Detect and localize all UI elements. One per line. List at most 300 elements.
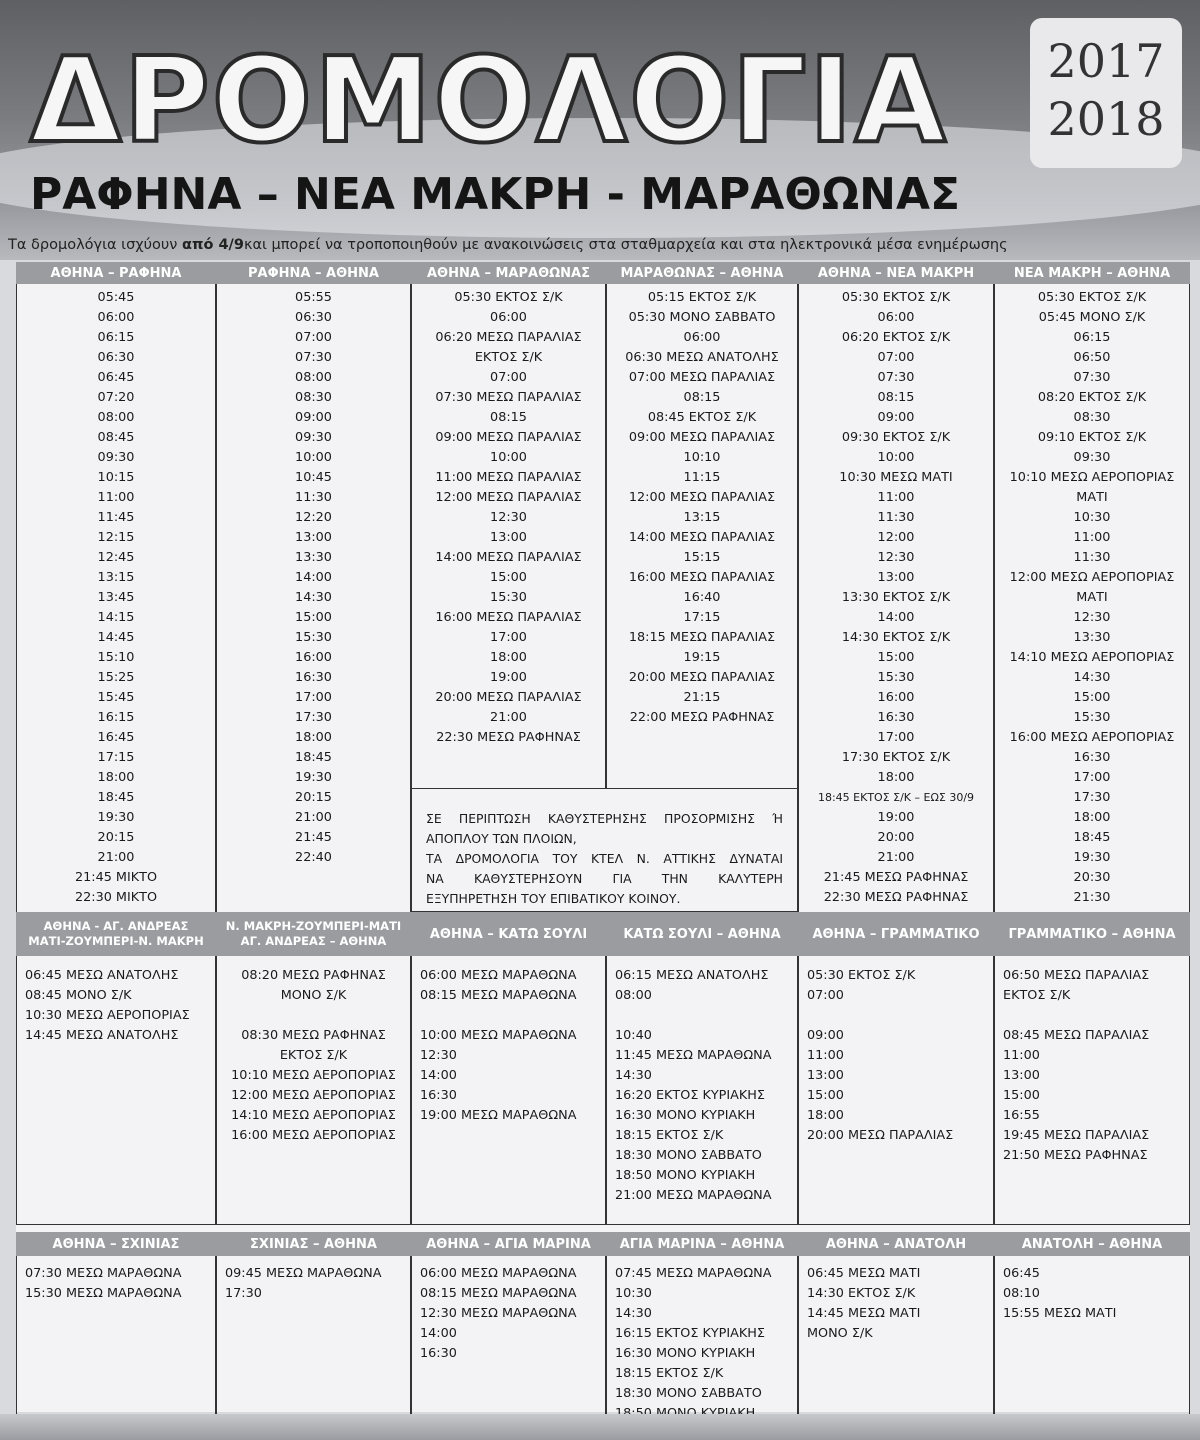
- column-header: [411, 1232, 606, 1256]
- departure-time: 11:30: [877, 510, 915, 525]
- departure-time: 10:00 ΜΕΣΩ ΜΑΡΑΘΩΝΑ: [420, 1028, 577, 1043]
- column-header-line: ΜΑΡΑΘΩΝΑΣ – ΑΘΗΝΑ: [620, 265, 784, 281]
- departure-time: 08:15: [877, 390, 915, 405]
- schedule-column: [411, 956, 606, 1224]
- column-header: [798, 262, 994, 284]
- departure-time: 08:30: [295, 390, 332, 405]
- departure-time: 08:20 ΕΚΤΟΣ Σ/Κ: [1037, 390, 1147, 405]
- departure-time: 06:50: [1073, 350, 1111, 365]
- column-header-line: ΑΘΗΝΑ – ΚΑΤΩ ΣΟΥΛΙ: [429, 926, 588, 942]
- departure-time: 08:45 ΜΟΝΟ Σ/Κ: [25, 988, 132, 1003]
- departure-time: 06:00: [683, 330, 721, 345]
- departure-time: 07:00 ΜΕΣΩ ΠΑΡΑΛΙΑΣ: [628, 370, 776, 385]
- departure-time: 13:00: [295, 530, 332, 545]
- column-header: [606, 1232, 798, 1256]
- departure-time: 16:00 ΜΕΣΩ ΠΑΡΑΛΙΑΣ: [435, 610, 582, 625]
- departure-time: 14:45 ΜΕΣΩ ΜΑΤΙ: [807, 1306, 921, 1321]
- column-header-line: ΑΘΗΝΑ – ΑΓΙΑ ΜΑΡΙΝΑ: [426, 1236, 591, 1252]
- departure-time: 14:30: [295, 590, 332, 605]
- departure-time: 06:45: [1003, 1266, 1040, 1281]
- departure-time: 16:15 ΕΚΤΟΣ ΚΥΡΙΑΚΗΣ: [615, 1326, 766, 1341]
- departure-list: [607, 288, 797, 728]
- departure-list: [17, 1264, 215, 1304]
- departure-time: 19:15: [683, 650, 721, 665]
- header-banner: [0, 0, 1200, 260]
- column-header-line: Ν. ΜΑΚΡΗ-ΖΟΥΜΠΕΡΙ-ΜΑΤΙ: [225, 919, 402, 933]
- departure-time: 16:30: [877, 710, 915, 725]
- departure-time: 15:30: [1073, 710, 1111, 725]
- departure-time: 07:30 ΜΕΣΩ ΠΑΡΑΛΙΑΣ: [435, 390, 582, 405]
- departure-time: 05:15 ΕΚΤΟΣ Σ/Κ: [647, 290, 757, 305]
- departure-time: 12:30: [490, 510, 527, 525]
- departure-time: 19:30: [97, 810, 135, 825]
- departure-time: 17:00: [490, 630, 527, 645]
- departure-time: [799, 1006, 993, 1026]
- departure-time: 05:45: [97, 290, 135, 305]
- column-header-line: ΜΑΤΙ-ΖΟΥΜΠΕΡΙ-Ν. ΜΑΚΡΗ: [28, 934, 204, 948]
- departure-time: 06:00: [97, 310, 135, 325]
- departure-time: 17:30 ΕΚΤΟΣ Σ/Κ: [841, 750, 951, 765]
- departure-time: 18:00: [807, 1108, 844, 1123]
- departure-time: 05:30 ΕΚΤΟΣ Σ/Κ: [807, 968, 916, 983]
- column-header-line: ΡΑΦΗΝΑ – ΑΘΗΝΑ: [248, 265, 379, 281]
- column-header-line: ΑΘΗΝΑ – ΜΑΡΑΘΩΝΑΣ: [427, 265, 590, 281]
- departure-time: 06:30: [295, 310, 332, 325]
- departure-time: 19:45 ΜΕΣΩ ΠΑΡΑΛΙΑΣ: [1003, 1128, 1150, 1143]
- departure-time: 16:30 ΜΟΝΟ ΚΥΡΙΑΚΗ: [615, 1108, 756, 1123]
- column-header: [994, 262, 1190, 284]
- departure-time: 12:00 ΜΕΣΩ ΠΑΡΑΛΙΑΣ: [628, 490, 776, 505]
- departure-time: 07:20: [97, 390, 135, 405]
- departure-time: 15:00: [490, 570, 527, 585]
- departure-list: [17, 966, 215, 1046]
- column-header: [798, 1232, 994, 1256]
- departure-time: 11:45 ΜΕΣΩ ΜΑΡΑΘΩΝΑ: [615, 1048, 772, 1063]
- departure-time: 08:15: [683, 390, 721, 405]
- departure-time: 07:00: [807, 988, 844, 1003]
- departure-time: 14:00: [295, 570, 332, 585]
- departure-time: 09:00 ΜΕΣΩ ΠΑΡΑΛΙΑΣ: [628, 430, 776, 445]
- column-header-line: ΑΘΗΝΑ – ΓΡΑΜΜΑΤΙΚΟ: [812, 926, 980, 942]
- departure-time: 08:30: [1073, 410, 1111, 425]
- column-header: [16, 1232, 216, 1256]
- delay-notice-line: ΣΕ ΠΕΡΙΠΤΩΣΗ ΚΑΘΥΣΤΕΡΗΣΗΣ ΠΡΟΣΟΡΜΙΣΗΣ Ή: [426, 811, 783, 826]
- departure-time: 22:30 ΜΕΣΩ ΡΑΦΗΝΑΣ: [436, 730, 581, 745]
- departure-time: 21:00: [877, 850, 915, 865]
- departure-time: 07:30: [1073, 370, 1111, 385]
- departure-time: ΜΑΤΙ: [1076, 490, 1108, 505]
- departure-time: 16:15: [97, 710, 135, 725]
- departure-time: 16:00 ΜΕΣΩ ΠΑΡΑΛΙΑΣ: [628, 570, 776, 585]
- column-header-line: ΣΧΙΝΙΑΣ – ΑΘΗΝΑ: [250, 1236, 377, 1252]
- departure-time: 12:30: [877, 550, 915, 565]
- departure-time: 11:30: [295, 490, 332, 505]
- departure-list: [607, 1264, 797, 1424]
- departure-time: 20:15: [97, 830, 135, 845]
- departure-time: 14:30 ΕΚΤΟΣ Σ/Κ: [807, 1286, 916, 1301]
- departure-time: 21:00 ΜΕΣΩ ΜΑΡΑΘΩΝΑ: [615, 1188, 772, 1203]
- departure-time: 11:45: [97, 510, 135, 525]
- departure-list: [217, 1264, 410, 1304]
- departure-time: 11:15: [683, 470, 721, 485]
- departure-time: 10:10: [683, 450, 721, 465]
- departure-time: 14:00 ΜΕΣΩ ΠΑΡΑΛΙΑΣ: [435, 550, 582, 565]
- departure-time: 13:00: [490, 530, 527, 545]
- departure-time: 20:00 ΜΕΣΩ ΠΑΡΑΛΙΑΣ: [435, 690, 582, 705]
- departure-time: 16:00 ΜΕΣΩ ΑΕΡΟΠΟΡΙΑΣ: [1009, 730, 1175, 745]
- departure-time: 12:00 ΜΕΣΩ ΑΕΡΟΠΟΡΙΑΣ: [1009, 570, 1175, 585]
- departure-list: [412, 966, 605, 1126]
- delay-notice-line: ΝΑ ΚΑΘΥΣΤΕΡΗΣΟΥΝ ΓΙΑ ΤΗΝ ΚΑΛΥΤΕΡΗ: [426, 871, 783, 886]
- schedule-column: [16, 956, 216, 1224]
- departure-time: 15:45: [97, 690, 135, 705]
- departure-time: 09:30: [97, 450, 135, 465]
- departure-time: 15:30 ΜΕΣΩ ΜΑΡΑΘΩΝΑ: [25, 1286, 182, 1301]
- departure-time: 10:30: [615, 1286, 652, 1301]
- departure-time: 12:45: [97, 550, 135, 565]
- departure-time: 15:30: [295, 630, 332, 645]
- departure-list: [412, 1264, 605, 1364]
- schedule-column: [216, 1256, 411, 1432]
- departure-time: 12:15: [97, 530, 135, 545]
- departure-time: 11:00: [1073, 530, 1111, 545]
- departure-time: 21:00: [295, 810, 332, 825]
- departure-time: 17:30: [295, 710, 332, 725]
- column-header: [216, 262, 411, 284]
- departure-list: [217, 966, 410, 1146]
- schedule-column: [798, 1256, 994, 1432]
- departure-time: 17:30: [225, 1286, 262, 1301]
- departure-time: 09:45 ΜΕΣΩ ΜΑΡΑΘΩΝΑ: [225, 1266, 382, 1281]
- departure-time: 08:15 ΜΕΣΩ ΜΑΡΑΘΩΝΑ: [420, 988, 577, 1003]
- schedule-column: [16, 1256, 216, 1432]
- delay-notice-box: [411, 788, 798, 912]
- departure-time: 05:30 ΕΚΤΟΣ Σ/Κ: [454, 290, 563, 305]
- departure-time: 14:45: [97, 630, 135, 645]
- column-header: [216, 1232, 411, 1256]
- departure-time: [412, 1006, 605, 1026]
- departure-time: 19:00: [490, 670, 527, 685]
- departure-time: 06:30 ΜΕΣΩ ΑΝΑΤΟΛΗΣ: [625, 350, 779, 365]
- departure-time: 06:20 ΜΕΣΩ ΠΑΡΑΛΙΑΣ: [435, 330, 582, 345]
- departure-time: ΜΟΝΟ Σ/Κ: [280, 988, 347, 1003]
- notice-text-pre: Τα δρομολόγια ισχύουν: [8, 237, 183, 253]
- departure-time: 10:00: [877, 450, 915, 465]
- departure-time: 21:45 ΜΕΣΩ ΡΑΦΗΝΑΣ: [823, 870, 969, 885]
- departure-time: 22:40: [295, 850, 332, 865]
- departure-time: 17:00: [295, 690, 332, 705]
- departure-time: 13:00: [1003, 1068, 1040, 1083]
- timetable-grid: [16, 262, 1190, 1412]
- departure-time: 05:30 ΜΟΝΟ ΣΑΒΒΑΤΟ: [628, 310, 776, 325]
- column-header: [994, 1232, 1190, 1256]
- departure-time: ΜΟΝΟ Σ/Κ: [807, 1326, 873, 1341]
- departure-time: 06:00: [877, 310, 915, 325]
- departure-time: 11:00: [877, 490, 915, 505]
- departure-time: 08:30 ΜΕΣΩ ΡΑΦΗΝΑΣ: [241, 1028, 386, 1043]
- departure-time: 11:00: [97, 490, 135, 505]
- delay-notice-line: ΤΑ ΔΡΟΜΟΛΟΓΙΑ ΤΟΥ ΚΤΕΛ Ν. ΑΤΤΙΚΗΣ ΔΥΝΑΤΑΙ: [426, 851, 783, 866]
- departure-time: 15:15: [683, 550, 721, 565]
- departure-time: 21:00: [97, 850, 135, 865]
- departure-time: 21:30: [1073, 890, 1111, 905]
- departure-time: 16:00: [295, 650, 332, 665]
- departure-time: 06:15: [97, 330, 135, 345]
- departure-time: 15:55 ΜΕΣΩ ΜΑΤΙ: [1003, 1306, 1117, 1321]
- departure-time: 09:30 ΕΚΤΟΣ Σ/Κ: [841, 430, 951, 445]
- departure-time: 06:15 ΜΕΣΩ ΑΝΑΤΟΛΗΣ: [615, 968, 769, 983]
- departure-time: 10:30 ΜΕΣΩ ΜΑΤΙ: [839, 470, 953, 485]
- departure-list: [995, 966, 1189, 1166]
- notice-text-post: και μπορεί να τροποποιηθούν με ανακοινώσεις στα σταθμαρχεία και στα ηλεκτρονικά μέσα ενημέρωσης: [243, 237, 1008, 253]
- departure-list: [17, 288, 215, 908]
- departure-time: 18:00: [295, 730, 332, 745]
- departure-time: 05:30 ΕΚΤΟΣ Σ/Κ: [1037, 290, 1147, 305]
- departure-time: 18:50 ΜΟΝΟ ΚΥΡΙΑΚΗ: [615, 1168, 756, 1183]
- page-title: ΔΡΟΜΟΛΟΓΙΑ: [30, 31, 948, 169]
- column-header: [606, 262, 798, 284]
- column-header-line: ΝΕΑ ΜΑΚΡΗ – ΑΘΗΝΑ: [1013, 265, 1171, 281]
- column-header: [606, 912, 798, 956]
- departure-time: 19:00: [877, 810, 915, 825]
- departure-time: 17:30: [1073, 790, 1111, 805]
- departure-time: 12:20: [295, 510, 332, 525]
- departure-time: 22:30 ΜΕΣΩ ΡΑΦΗΝΑΣ: [823, 890, 969, 905]
- departure-time: 06:45 ΜΕΣΩ ΜΑΤΙ: [807, 1266, 921, 1281]
- departure-time: 10:30: [1073, 510, 1111, 525]
- departure-time: 14:10 ΜΕΣΩ ΑΕΡΟΠΟΡΙΑΣ: [1009, 650, 1175, 665]
- departure-time: 06:50 ΜΕΣΩ ΠΑΡΑΛΙΑΣ: [1003, 968, 1150, 983]
- column-header-line: ΓΡΑΜΜΑΤΙΚΟ – ΑΘΗΝΑ: [1008, 926, 1176, 942]
- departure-time: 07:30: [295, 350, 332, 365]
- validity-notice: [8, 232, 1198, 258]
- column-header-line: ΑΓ. ΑΝΔΡΕΑΣ – ΑΘΗΝΑ: [240, 934, 387, 948]
- column-header: [798, 912, 994, 956]
- departure-time: 19:00 ΜΕΣΩ ΜΑΡΑΘΩΝΑ: [420, 1108, 577, 1123]
- schedule-column: [798, 956, 994, 1224]
- departure-time: 16:30: [295, 670, 332, 685]
- departure-time: 15:10: [97, 650, 135, 665]
- departure-time: 09:00: [295, 410, 332, 425]
- departure-time: 08:10: [1003, 1286, 1040, 1301]
- departure-list: [217, 288, 410, 868]
- departure-time: 11:00: [807, 1048, 844, 1063]
- departure-time: 20:00: [877, 830, 915, 845]
- departure-time: 18:00: [1073, 810, 1111, 825]
- departure-time: 15:00: [807, 1088, 844, 1103]
- departure-time: 16:20 ΕΚΤΟΣ ΚΥΡΙΑΚΗΣ: [615, 1088, 766, 1103]
- column-header: [16, 262, 216, 284]
- column-header-line: ΑΝΑΤΟΛΗ – ΑΘΗΝΑ: [1021, 1236, 1163, 1252]
- departure-time: 18:30 ΜΟΝΟ ΣΑΒΒΑΤΟ: [615, 1148, 762, 1163]
- departure-time: 06:45 ΜΕΣΩ ΑΝΑΤΟΛΗΣ: [25, 968, 179, 983]
- schedule-column: [411, 1256, 606, 1432]
- departure-time: 06:45: [97, 370, 135, 385]
- departure-time: 06:00 ΜΕΣΩ ΜΑΡΑΘΩΝΑ: [420, 968, 577, 983]
- departure-time: 09:10 ΕΚΤΟΣ Σ/Κ: [1037, 430, 1147, 445]
- departure-time: 08:15: [490, 410, 527, 425]
- schedule-column: [216, 284, 411, 932]
- departure-time: 15:00: [877, 650, 915, 665]
- departure-time: 13:45: [97, 590, 135, 605]
- departure-time: 11:30: [1073, 550, 1111, 565]
- departure-time: 15:25: [97, 670, 135, 685]
- column-header: [411, 912, 606, 956]
- departure-time: 18:15 ΕΚΤΟΣ Σ/Κ: [615, 1128, 724, 1143]
- departure-time: 10:00: [490, 450, 527, 465]
- departure-time: 13:30: [1073, 630, 1111, 645]
- departure-time: 13:00: [877, 570, 915, 585]
- departure-time: 17:15: [97, 750, 135, 765]
- departure-time: ΕΚΤΟΣ Σ/Κ: [474, 350, 543, 365]
- departure-time: 22:00 ΜΕΣΩ ΡΑΦΗΝΑΣ: [629, 710, 775, 725]
- departure-time: 09:00: [877, 410, 915, 425]
- departure-time: 21:45 ΜΙΚΤΟ: [74, 870, 158, 885]
- departure-time: ΜΑΤΙ: [1076, 590, 1108, 605]
- departure-time: 07:00: [877, 350, 915, 365]
- departure-time: 05:55: [295, 290, 332, 305]
- departure-time: 18:30 ΜΟΝΟ ΣΑΒΒΑΤΟ: [615, 1386, 762, 1401]
- departure-time: 14:45 ΜΕΣΩ ΑΝΑΤΟΛΗΣ: [25, 1028, 179, 1043]
- departure-time: 18:45: [97, 790, 135, 805]
- departure-list: [799, 966, 993, 1146]
- departure-time: 21:50 ΜΕΣΩ ΡΑΦΗΝΑΣ: [1003, 1148, 1148, 1163]
- departure-time: 15:00: [1073, 690, 1111, 705]
- departure-time: 10:40: [615, 1028, 652, 1043]
- departure-time: 06:30: [97, 350, 135, 365]
- departure-time: 19:30: [1073, 850, 1111, 865]
- departure-time: [995, 1006, 1189, 1026]
- departure-time: 12:30: [1073, 610, 1111, 625]
- departure-time: 14:30: [615, 1068, 652, 1083]
- departure-time: 21:15: [683, 690, 721, 705]
- schedule-column: [606, 956, 798, 1224]
- departure-time: 21:45: [295, 830, 332, 845]
- footer-shade: [0, 1414, 1200, 1440]
- departure-time: 09:30: [295, 430, 332, 445]
- schedule-column: [798, 284, 994, 932]
- departure-time: 13:00: [807, 1068, 844, 1083]
- schedule-column: [994, 1256, 1190, 1432]
- departure-time: 06:00: [490, 310, 527, 325]
- departure-time: 12:00 ΜΕΣΩ ΠΑΡΑΛΙΑΣ: [435, 490, 582, 505]
- schedule-column: [606, 1256, 798, 1432]
- schedule-column: [216, 956, 411, 1224]
- departure-time: 07:00: [295, 330, 332, 345]
- departure-time: ΕΚΤΟΣ Σ/Κ: [1003, 988, 1071, 1003]
- column-header-line: ΑΘΗΝΑ – ΡΑΦΗΝΑ: [50, 265, 182, 281]
- departure-time: 22:30 ΜΙΚΤΟ: [74, 890, 158, 905]
- column-header: [216, 912, 411, 956]
- departure-time: 14:15: [97, 610, 135, 625]
- departure-time: 20:30: [1073, 870, 1111, 885]
- departure-time: 10:10 ΜΕΣΩ ΑΕΡΟΠΟΡΙΑΣ: [231, 1068, 396, 1083]
- year-start: 2017: [1047, 34, 1165, 88]
- departure-time: 08:00: [615, 988, 652, 1003]
- departure-time: 06:20 ΕΚΤΟΣ Σ/Κ: [841, 330, 951, 345]
- departure-time: 16:40: [683, 590, 721, 605]
- departure-time: 14:00 ΜΕΣΩ ΠΑΡΑΛΙΑΣ: [628, 530, 776, 545]
- departure-time: 17:00: [877, 730, 915, 745]
- column-header-line: ΑΘΗΝΑ – ΝΕΑ ΜΑΚΡΗ: [817, 265, 975, 281]
- departure-time: 14:30 ΕΚΤΟΣ Σ/Κ: [841, 630, 951, 645]
- departure-list: [799, 1264, 993, 1344]
- column-header-line: ΑΘΗΝΑ – ΣΧΙΝΙΑΣ: [52, 1236, 180, 1252]
- departure-time: 12:30 ΜΕΣΩ ΜΑΡΑΘΩΝΑ: [420, 1306, 577, 1321]
- departure-time: 18:45: [295, 750, 332, 765]
- departure-time: 18:15 ΜΕΣΩ ΠΑΡΑΛΙΑΣ: [628, 630, 776, 645]
- departure-time: 11:00 ΜΕΣΩ ΠΑΡΑΛΙΑΣ: [435, 470, 582, 485]
- schedule-column: [994, 284, 1190, 932]
- departure-time: 13:30 ΕΚΤΟΣ Σ/Κ: [841, 590, 951, 605]
- departure-list: [607, 966, 797, 1206]
- departure-time: 10:30 ΜΕΣΩ ΑΕΡΟΠΟΡΙΑΣ: [25, 1008, 190, 1023]
- route-subtitle: ΡΑΦΗΝΑ – ΝΕΑ ΜΑΚΡΗ - ΜΑΡΑΘΩΝΑΣ: [30, 169, 961, 220]
- departure-list: [799, 288, 993, 908]
- departure-time: 09:30: [1073, 450, 1111, 465]
- departure-time: 08:20 ΜΕΣΩ ΡΑΦΗΝΑΣ: [241, 968, 386, 983]
- departure-time: 17:15: [683, 610, 721, 625]
- departure-time: 17:00: [1073, 770, 1111, 785]
- departure-time: 16:45: [97, 730, 135, 745]
- departure-time: 10:45: [295, 470, 332, 485]
- column-header-line: ΑΘΗΝΑ - ΑΓ. ΑΝΔΡΕΑΣ: [43, 919, 189, 933]
- departure-time: 15:30: [877, 670, 915, 685]
- schedule-column: [16, 284, 216, 932]
- column-header-line: ΑΓΙΑ ΜΑΡΙΝΑ – ΑΘΗΝΑ: [619, 1236, 785, 1252]
- departure-time: 14:00: [420, 1068, 457, 1083]
- year-badge: [1030, 18, 1182, 168]
- departure-time: 16:30 ΜΟΝΟ ΚΥΡΙΑΚΗ: [615, 1346, 756, 1361]
- delay-notice-line: ΕΞΥΠΗΡΕΤΗΣΗ ΤΟΥ ΕΠΙΒΑΤΙΚΟΥ ΚΟΙΝΟΥ.: [426, 891, 681, 906]
- departure-time: ΕΚΤΟΣ Σ/Κ: [279, 1048, 348, 1063]
- departure-time: 10:15: [97, 470, 135, 485]
- notice-date: από 4/9: [182, 237, 244, 253]
- column-header-line: ΚΑΤΩ ΣΟΥΛΙ – ΑΘΗΝΑ: [623, 926, 781, 942]
- departure-time: 10:00: [295, 450, 332, 465]
- departure-time: 18:45 ΕΚΤΟΣ Σ/Κ – ΕΩΣ 30/9: [817, 791, 975, 804]
- departure-time: 20:00 ΜΕΣΩ ΠΑΡΑΛΙΑΣ: [807, 1128, 954, 1143]
- departure-time: 07:00: [490, 370, 527, 385]
- departure-time: 08:45 ΜΕΣΩ ΠΑΡΑΛΙΑΣ: [1003, 1028, 1150, 1043]
- departure-time: 07:30: [877, 370, 915, 385]
- departure-time: 06:00 ΜΕΣΩ ΜΑΡΑΘΩΝΑ: [420, 1266, 577, 1281]
- departure-time: 18:15 ΕΚΤΟΣ Σ/Κ: [615, 1366, 724, 1381]
- departure-time: 13:15: [683, 510, 721, 525]
- departure-time: 08:00: [97, 410, 135, 425]
- departure-time: [217, 1006, 410, 1026]
- departure-time: 05:30 ΕΚΤΟΣ Σ/Κ: [841, 290, 951, 305]
- departure-time: 10:10 ΜΕΣΩ ΑΕΡΟΠΟΡΙΑΣ: [1009, 470, 1175, 485]
- departure-time: 08:00: [295, 370, 332, 385]
- departure-time: 11:00: [1003, 1048, 1040, 1063]
- departure-time: 14:30: [615, 1306, 652, 1321]
- column-header: [994, 912, 1190, 956]
- departure-time: 14:00: [877, 610, 915, 625]
- departure-time: 16:30: [1073, 750, 1111, 765]
- departure-time: 13:30: [295, 550, 332, 565]
- departure-time: 16:30: [420, 1346, 457, 1361]
- departure-time: 15:00: [295, 610, 332, 625]
- departure-time: 13:15: [97, 570, 135, 585]
- departure-time: 09:00 ΜΕΣΩ ΠΑΡΑΛΙΑΣ: [435, 430, 582, 445]
- departure-time: 18:00: [877, 770, 915, 785]
- departure-time: 14:00: [420, 1326, 457, 1341]
- departure-time: [607, 1006, 797, 1026]
- departure-time: 12:00 ΜΕΣΩ ΑΕΡΟΠΟΡΙΑΣ: [231, 1088, 396, 1103]
- departure-time: 18:00: [490, 650, 527, 665]
- departure-time: 08:45: [97, 430, 135, 445]
